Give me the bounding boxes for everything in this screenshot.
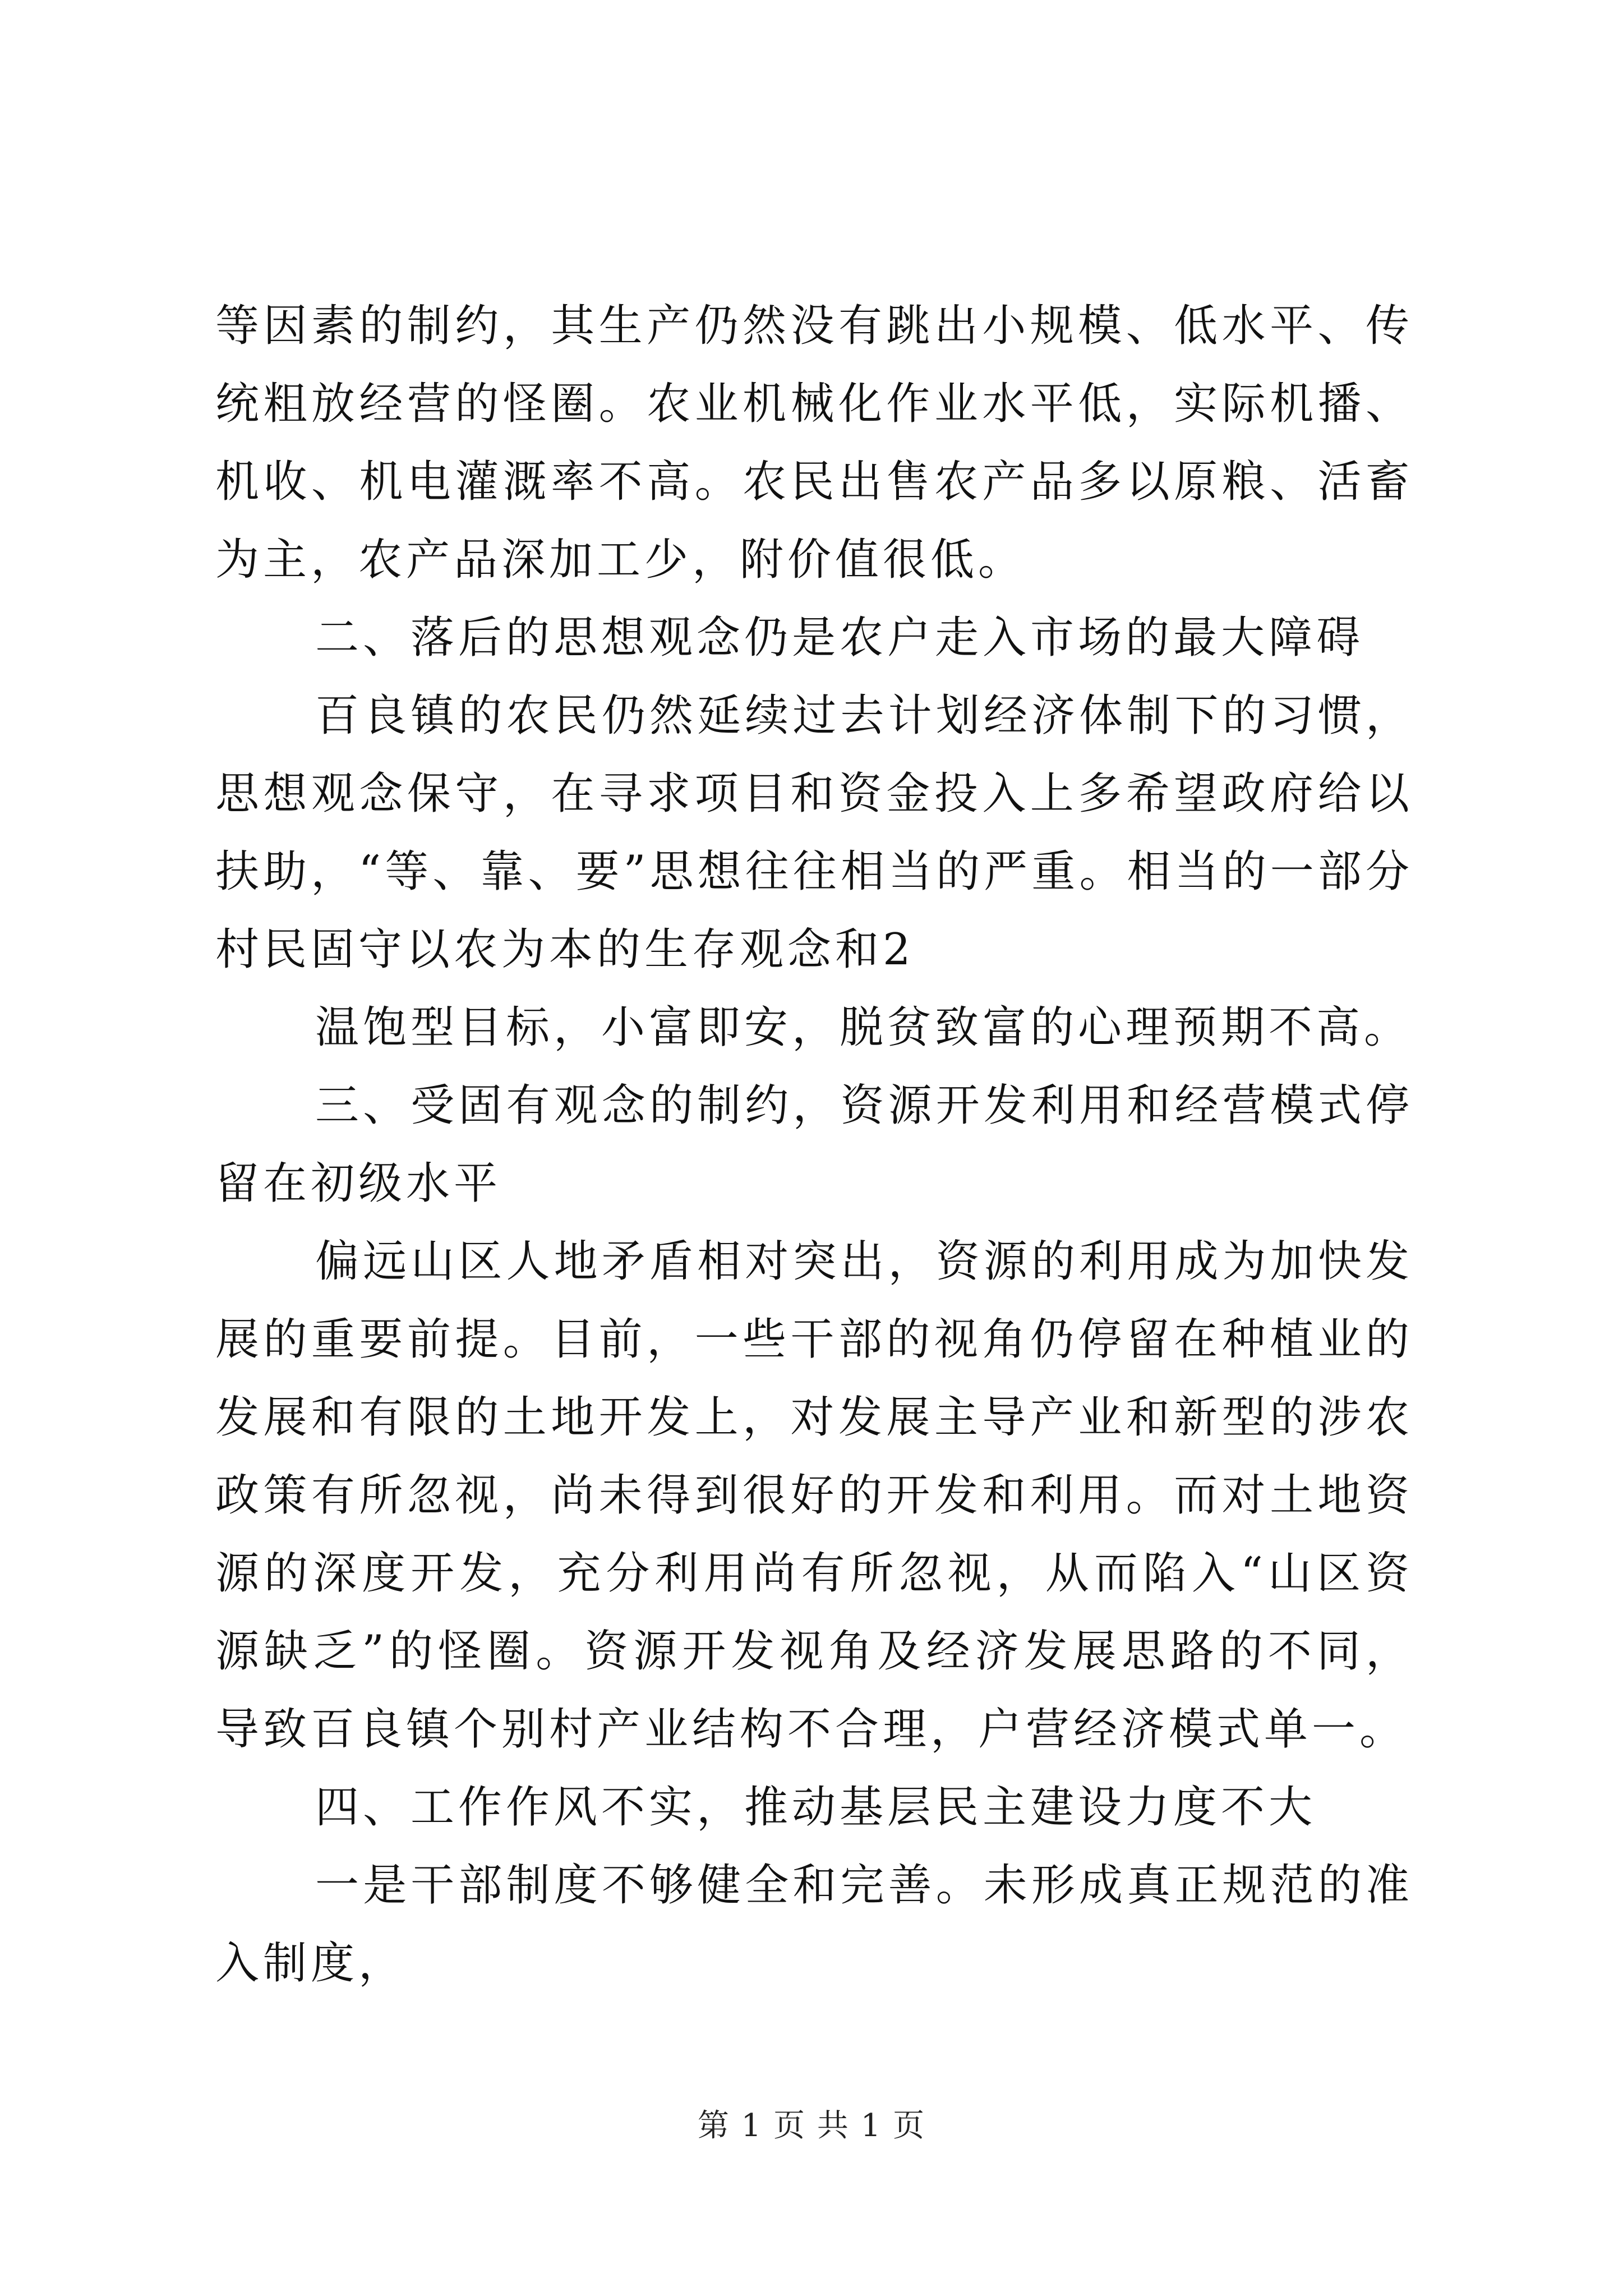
- heading-section-3: 三、受固有观念的制约，资源开发利用和经营模式停留在初级水平: [215, 1080, 1413, 1209]
- paragraph-8: 一是干部制度不够健全和完善。未形成真正规范的准入制度，: [215, 1860, 1413, 1989]
- heading-section-2: 二、落后的思想观念仍是农户走入市场的最大障碍: [315, 613, 1364, 663]
- page-number-footer: 第 1 页 共 1 页: [697, 2108, 926, 2144]
- paragraph-1: 等因素的制约，其生产仍然没有跳出小规模、低水平、传统粗放经营的怪圈。农业机械化作业水平低，实际机播、机收、机电灌溉率不高。农民出售农产品多以原粮、活畜为主，农产品深加工少，附价值很低。: [215, 301, 1413, 585]
- paragraph-3: 百良镇的农民仍然延续过去计划经济体制下的习惯，思想观念保守，在寻求项目和资金投入上多希望政府给以扶助，“等、靠、要”思想往往相当的严重。相当的一部分村民固守以农为本的生存观念和2: [215, 691, 1413, 975]
- paragraph-6: 偏远山区人地矛盾相对突出，资源的利用成为加快发展的重要前提。目前，一些干部的视角仍停留在种植业的发展和有限的土地开发上，对发展主导产业和新型的涉农政策有所忽视，尚未得到很好的开发和利用。而对土地资源的深度开发，充分利用尚有所忽视，从而陷入“山区资源缺乏”的怪圈。资源开发视角及经济发展思路的不同，导致百良镇个别村产业结构不合理，户营经济模式单一。: [215, 1236, 1413, 1755]
- document-body: [215, 287, 1413, 2003]
- heading-section-4: 四、工作作风不实，推动基层民主建设力度不大: [315, 1782, 1317, 1833]
- paragraph-4: 温饱型目标，小富即安，脱贫致富的心理预期不高。: [315, 1002, 1412, 1053]
